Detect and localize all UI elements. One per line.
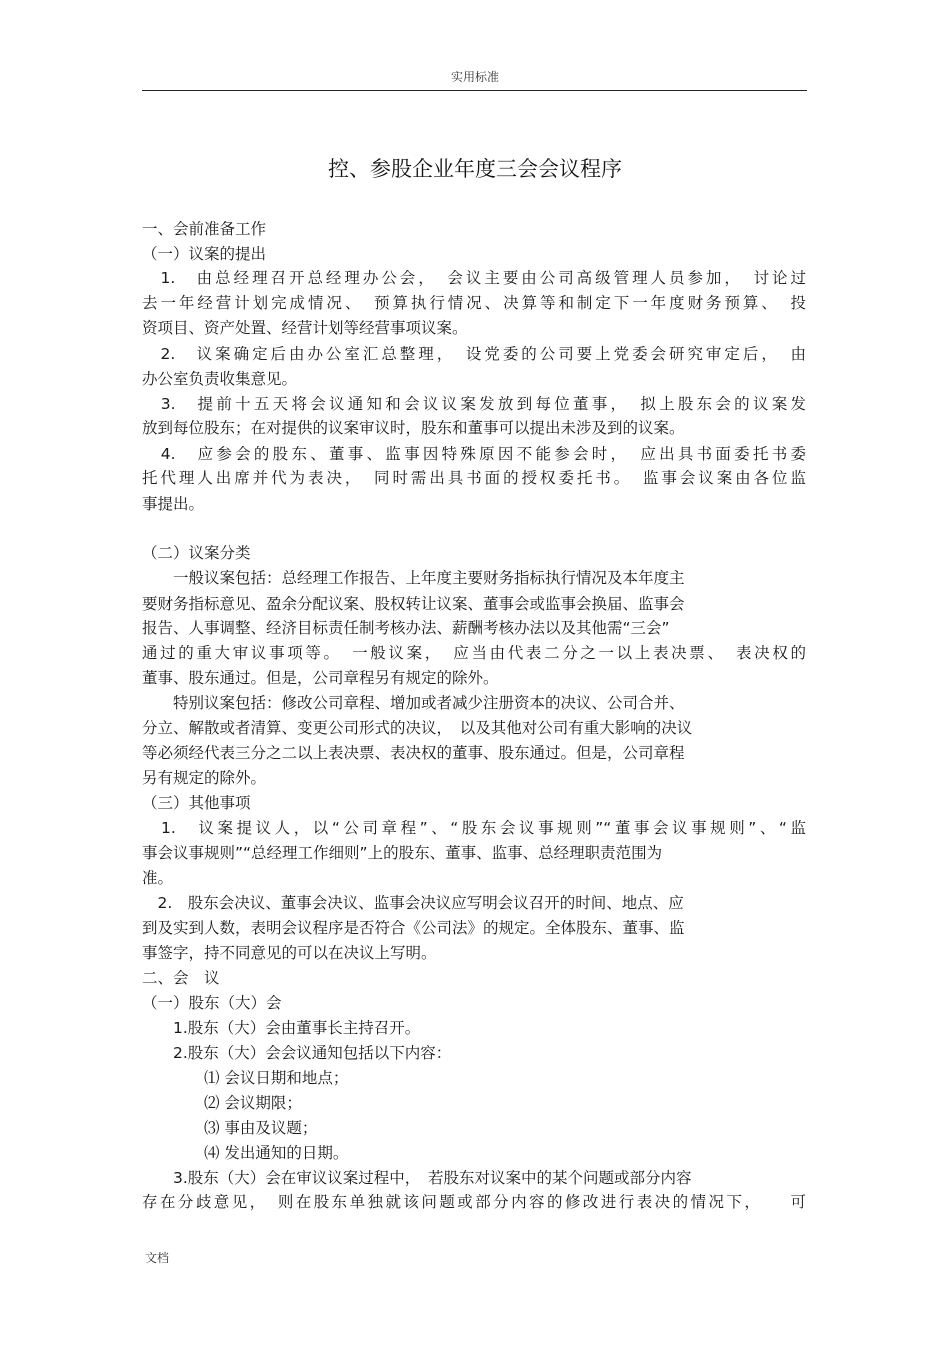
body-line: 事签字，持不同意见的可以在决议上写明。 xyxy=(142,944,437,962)
document-title: 控、参股企业年度三会会议程序 xyxy=(328,157,622,181)
body-line: 4. 应参会的股东、董事、监事因特殊原因不能参会时， 应出具书面委托书委 xyxy=(142,445,806,463)
body-line: （一）股东（大）会 xyxy=(142,994,282,1012)
body-line: ⑴ 会议日期和地点； xyxy=(142,1069,349,1087)
body-line: 1. 议案提议人，以“公司章程”、“股东会议事规则”“董事会议事规则”、“监 xyxy=(142,819,806,837)
body-line: ⑷ 发出通知的日期。 xyxy=(142,1144,349,1162)
page-footer: 文档 xyxy=(145,1251,170,1265)
body-line: 2. 股东会决议、董事会决议、监事会决议应写明会议召开的时间、地点、应 xyxy=(142,894,684,912)
body-line: 事会议事规则”“总经理工作细则”上的股东、董事、监事、总经理职责范围为 xyxy=(142,844,663,862)
body-line: 要财务指标意见、盈余分配议案、股权转让议案、董事会或监事会换届、监事会 xyxy=(142,595,685,613)
body-line: 到及实到人数，表明会议程序是否符合《公司法》的规定。全体股东、董事、监 xyxy=(142,919,685,937)
body-line: （三）其他事项 xyxy=(142,794,251,812)
body-line: （二）议案分类 xyxy=(142,544,251,562)
body-line: 董事、股东通过。但是，公司章程另有规定的除外。 xyxy=(142,669,499,687)
body-line: 事提出。 xyxy=(142,495,205,513)
body-line: 去一年经营计划完成情况、 预算执行情况、决算等和制定下一年度财务预算、 投 xyxy=(142,294,806,312)
body-line: 一、会前准备工作 xyxy=(142,220,267,238)
body-line: 二、会 议 xyxy=(142,969,220,987)
body-line: 1.股东（大）会由董事长主持召开。 xyxy=(142,1019,421,1037)
body-line: 通过的重大审议事项等。 一般议案， 应当由代表二分之一以上表决票、 表决权的 xyxy=(142,644,806,662)
body-line: 1. 由总经理召开总经理办公会， 会议主要由公司高级管理人员参加， 讨论过 xyxy=(142,269,806,287)
body-line: 办公室负责收集意见。 xyxy=(142,370,298,388)
body-line: 准。 xyxy=(142,869,174,887)
header-rule xyxy=(142,90,807,91)
body-line: ⑶ 事由及议题； xyxy=(142,1119,318,1137)
body-line: ⑵ 会议期限； xyxy=(142,1094,302,1112)
body-line: 3.股东（大）会在审议议案过程中， 若股东对议案中的某个问题或部分内容 xyxy=(142,1169,692,1187)
body-line: 另有规定的除外。 xyxy=(142,769,267,787)
body-line: 放到每位股东；在对提供的议案审议时，股东和董事可以提出未涉及到的议案。 xyxy=(142,419,685,437)
body-line: 报告、人事调整、经济目标责任制考核办法、薪酬考核办法以及其他需“三会” xyxy=(142,619,670,637)
page-header: 实用标准 xyxy=(450,70,499,84)
body-line: 等必须经代表三分之二以上表决票、表决权的董事、股东通过。但是，公司章程 xyxy=(142,744,685,762)
body-line: 2. 议案确定后由办公室汇总整理， 设党委的公司要上党委会研究审定后， 由 xyxy=(142,345,806,363)
body-line: 存在分歧意见， 则在股东单独就该问题或部分内容的修改进行表决的情况下， 可 xyxy=(142,1193,806,1211)
body-line: 2.股东（大）会会议通知包括以下内容： xyxy=(142,1044,452,1062)
body-line: 3. 提前十五天将会议通知和会议议案发放到每位董事， 拟上股东会的议案发 xyxy=(142,395,806,413)
body-line: 托代理人出席并代为表决， 同时需出具书面的授权委托书。 监事会议案由各位监 xyxy=(142,469,806,487)
body-line: 特别议案包括：修改公司章程、增加或者减少注册资本的决议、公司合并、 xyxy=(142,694,685,712)
body-line: （一）议案的提出 xyxy=(142,245,267,263)
body-line: 分立、解散或者清算、变更公司形式的决议， 以及其他对公司有重大影响的决议 xyxy=(142,719,693,737)
body-line: 资项目、资产处置、经营计划等经营事项议案。 xyxy=(142,319,468,337)
body-line: 一般议案包括：总经理工作报告、上年度主要财务指标执行情况及本年度主 xyxy=(142,569,685,587)
